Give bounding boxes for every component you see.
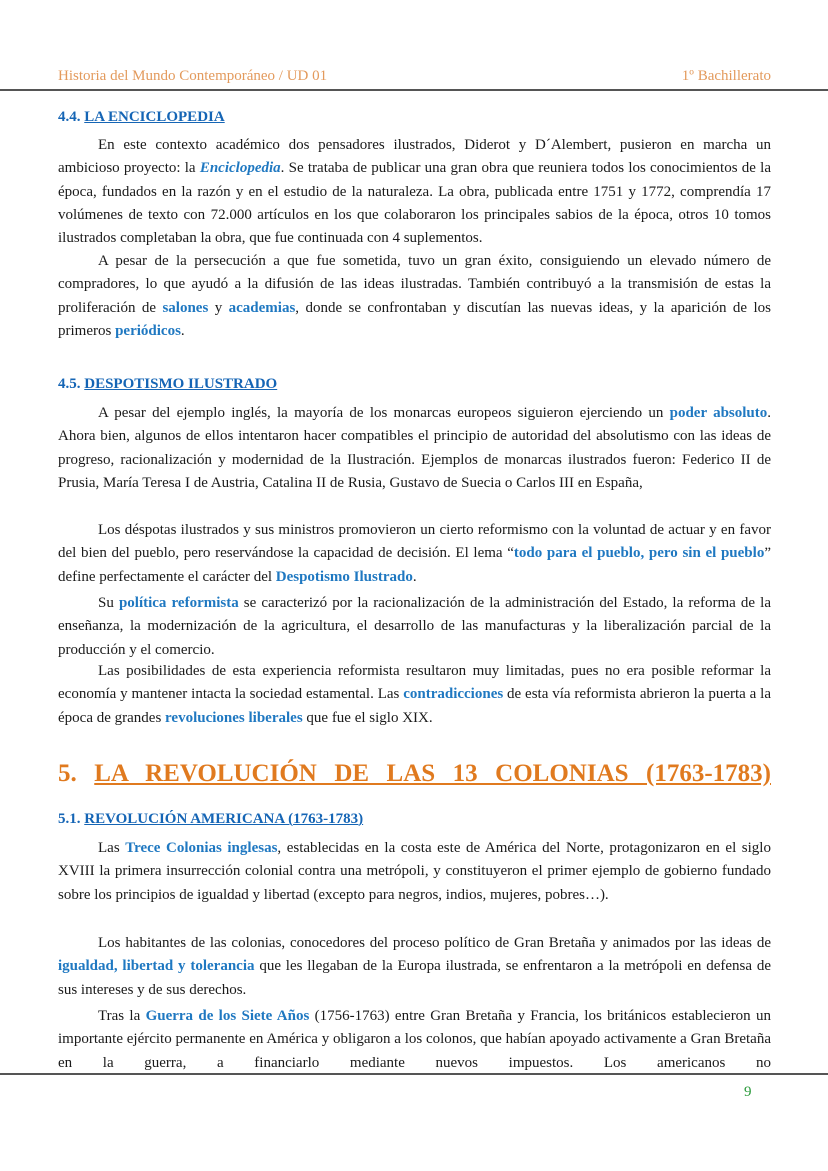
- text-run: se caracterizó por la racionalización de la administración del Estado, la reforma de la enseñanza, la modernización de la agricultura, el desarrollo de las manufacturas y la liberalización parcial de la producción y el comercio.: [58, 595, 771, 658]
- paragraph: [58, 592, 771, 662]
- highlighted-term: periódicos: [115, 322, 181, 339]
- highlighted-term: poder absoluto: [669, 405, 768, 421]
- highlighted-term: academias: [228, 299, 296, 316]
- text-run: (1756-1763) entre Gran Bretaña y Francia, los británicos establecieron un importante ejército permanente en América y obligaron a los colonos, que habían apoyado activamente a Gran Bretaña en la guerra, a financiarlo mediante nuevos impuestos. Los americanos no: [58, 1008, 771, 1071]
- text-run: y: [208, 299, 229, 316]
- text-run: . Ahora bien, algunos de ellos intentaron hacer compatibles el principio de autoridad del absolutismo con las ideas de progreso, racionalización y modernidad de la Ilustración. Ejemplos de monarcas ilustrados fueron: Federico II de Prusia, María Teresa I de Austria, Catalina II de Rusia, Gustavo de Suecia o Carlos III en España,: [58, 405, 772, 491]
- heading-title: REVOLUCIÓN AMERICANA (1763-1783): [84, 811, 364, 827]
- heading-number: 4.5.: [58, 376, 85, 392]
- highlighted-term: política reformista: [118, 595, 239, 611]
- paragraph: [58, 932, 771, 1002]
- heading-title: LA REVOLUCIÓN DE LAS 13 COLONIAS (1763-1783): [94, 760, 771, 787]
- highlighted-term: Enciclopedia: [199, 160, 281, 177]
- highlighted-term: Despotismo Ilustrado: [275, 568, 413, 585]
- heading-title: DESPOTISMO ILUSTRADO: [84, 376, 278, 392]
- heading-number: 5.1.: [58, 811, 85, 827]
- header-level: 1º Bachillerato: [681, 68, 771, 84]
- text-run: Las posibilidades de esta experiencia reformista resultaron muy limitadas, pues no era posible reformar la economía y mantener intacta la sociedad estamental. Las: [58, 663, 771, 703]
- subsection-heading: [58, 808, 771, 831]
- paragraph: [58, 1005, 771, 1075]
- highlighted-term: contradicciones: [403, 686, 504, 703]
- text-run: En este contexto académico dos pensadores ilustrados, Diderot y D´Alembert, pusieron en marcha un ambicioso proyecto: la: [58, 137, 771, 177]
- text-run: A pesar de la persecución a que fue sometida, tuvo un gran éxito, consiguiendo un elevado número de compradores, lo que ayudó a la difusión de las ideas ilustradas. También contribuyó a la transmisión de estas la proliferación de: [58, 253, 771, 316]
- text-run: ” define perfectamente el carácter del: [58, 545, 771, 585]
- text-run: Los déspotas ilustrados y sus ministros promovieron un cierto reformismo con la voluntad de actuar y en favor del bien del pueblo, pero reservándose la capacidad de decisión. El lema “: [58, 522, 771, 562]
- text-run: que les llegaban de la Europa ilustrada, se enfrentaron a la metrópoli en defensa de sus intereses y de sus derechos.: [58, 958, 771, 998]
- subsection-heading: [58, 106, 771, 129]
- section-heading: [58, 762, 771, 785]
- paragraph: [58, 519, 771, 589]
- paragraph: [58, 402, 771, 495]
- text-run: que fue el siglo XIX.: [302, 709, 433, 726]
- paragraph: [58, 660, 771, 730]
- paragraph: [58, 134, 771, 250]
- highlighted-term: salones: [162, 299, 209, 316]
- page-number: 9: [744, 1084, 752, 1100]
- footer-rule: [0, 1073, 828, 1075]
- text-run: , establecidas en la costa este de América del Norte, protagonizaron en el siglo XVIII la primera insurrección colonial contra una metrópoli, y constituyeron el primer ejemplo de gobierno fundado sobre los principios de igualdad y libertad (excepto para negros, indios, mujeres, pobres…).: [58, 840, 771, 903]
- highlighted-term: igualdad, libertad y tolerancia: [58, 958, 255, 975]
- header-course-title: Historia del Mundo Contemporáneo / UD 01: [58, 68, 328, 84]
- paragraph: [58, 837, 771, 907]
- highlighted-term: Guerra de los Siete Años: [145, 1008, 310, 1024]
- highlighted-term: Trece Colonias inglesas: [125, 840, 278, 856]
- text-run: .: [412, 568, 417, 585]
- text-run: Los habitantes de las colonias, conocedores del proceso político de Gran Bretaña y animados por las ideas de: [98, 935, 771, 951]
- text-run: A pesar del ejemplo inglés, la mayoría de los monarcas europeos siguieron ejerciendo un: [98, 405, 670, 421]
- text-run: de esta vía reformista abrieron la puerta a la época de grandes: [58, 686, 772, 726]
- text-run: Su: [98, 595, 119, 611]
- header-rule: [0, 89, 828, 91]
- heading-number: 5.: [58, 760, 95, 787]
- text-run: , donde se confrontaban y discutían las nuevas ideas, y la aparición de los primeros: [58, 299, 772, 339]
- highlighted-term: todo para el pueblo, pero sin el pueblo: [513, 545, 765, 562]
- text-run: . Se trataba de publicar una gran obra que reuniera todos los conocimientos de la época, fundados en la razón y en el estudio de la naturaleza. La obra, publicada entre 1751 y 1772, comprendía 17 volúmenes de texto con 72.000 artículos en los que colaboraron los principales sabios de la época, otros 10 tomos ilustrados completaban la obra, que fue continuada con 4 suplementos.: [58, 160, 771, 247]
- highlighted-term: revoluciones liberales: [165, 709, 303, 726]
- heading-number: 4.4.: [58, 109, 85, 125]
- text-run: Tras la: [98, 1008, 146, 1024]
- text-run: Las: [98, 840, 126, 856]
- text-run: .: [180, 322, 185, 339]
- heading-title: LA ENCICLOPEDIA: [84, 109, 225, 125]
- subsection-heading: [58, 373, 771, 396]
- paragraph: [58, 250, 771, 343]
